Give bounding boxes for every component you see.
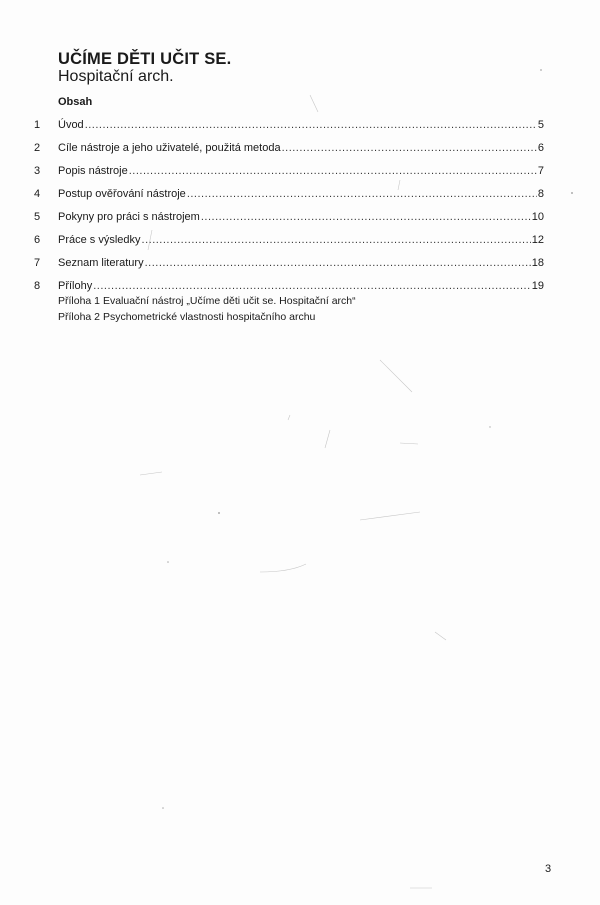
scan-mark [310, 95, 318, 112]
scan-mark [360, 512, 420, 520]
toc-title: Postup ověřování nástroje [58, 188, 186, 200]
scan-dot [167, 561, 169, 563]
scan-mark [435, 632, 446, 640]
scan-mark [325, 430, 330, 448]
page-number: 3 [545, 863, 552, 875]
toc-page: 10 [531, 211, 544, 223]
toc-title: Přílohy [58, 280, 93, 292]
scan-dot [218, 512, 220, 514]
appendix-entry: Příloha 2 Psychometrické vlastnosti hospitačního archu [58, 311, 316, 323]
toc-page: 8 [537, 188, 544, 200]
toc-title: Práce s výsledky [58, 234, 141, 246]
toc-page: 18 [531, 257, 544, 269]
document-title: UČÍME DĚTI UČIT SE. [58, 50, 232, 68]
scan-dot [489, 426, 490, 427]
scan-dot [571, 192, 573, 194]
scan-dot [162, 807, 164, 809]
scan-mark [260, 564, 306, 572]
toc-page: 7 [537, 165, 544, 177]
scan-mark [380, 360, 412, 392]
toc-number: 7 [34, 257, 41, 269]
appendix-entry: Příloha 1 Evaluační nástroj „Učíme děti učit se. Hospitační arch“ [58, 295, 356, 307]
document-subtitle: Hospitační arch. [58, 68, 174, 85]
toc-page: 12 [531, 234, 544, 246]
scan-mark [398, 180, 400, 190]
toc-title: Pokyny pro práci s nástrojem [58, 211, 200, 223]
toc-number: 1 [34, 119, 41, 131]
toc-number: 3 [34, 165, 41, 177]
toc-title: Úvod [58, 119, 84, 131]
toc-title: Cíle nástroje a jeho uživatelé, použitá metoda [58, 142, 281, 154]
scan-mark [400, 443, 418, 444]
scan-dot [540, 69, 542, 71]
scan-mark [140, 472, 162, 475]
toc-title: Popis nástroje [58, 165, 128, 177]
toc-number: 6 [34, 234, 41, 246]
toc-number: 5 [34, 211, 41, 223]
toc-page: 5 [537, 119, 544, 131]
toc-number: 8 [34, 280, 41, 292]
scan-mark [288, 415, 290, 420]
toc-page: 6 [537, 142, 544, 154]
toc-page: 19 [531, 280, 544, 292]
scan-mark [148, 230, 152, 250]
toc-title: Seznam literatury [58, 257, 144, 269]
toc-number: 4 [34, 188, 41, 200]
toc-number: 2 [34, 142, 41, 154]
toc-heading: Obsah [58, 96, 93, 108]
